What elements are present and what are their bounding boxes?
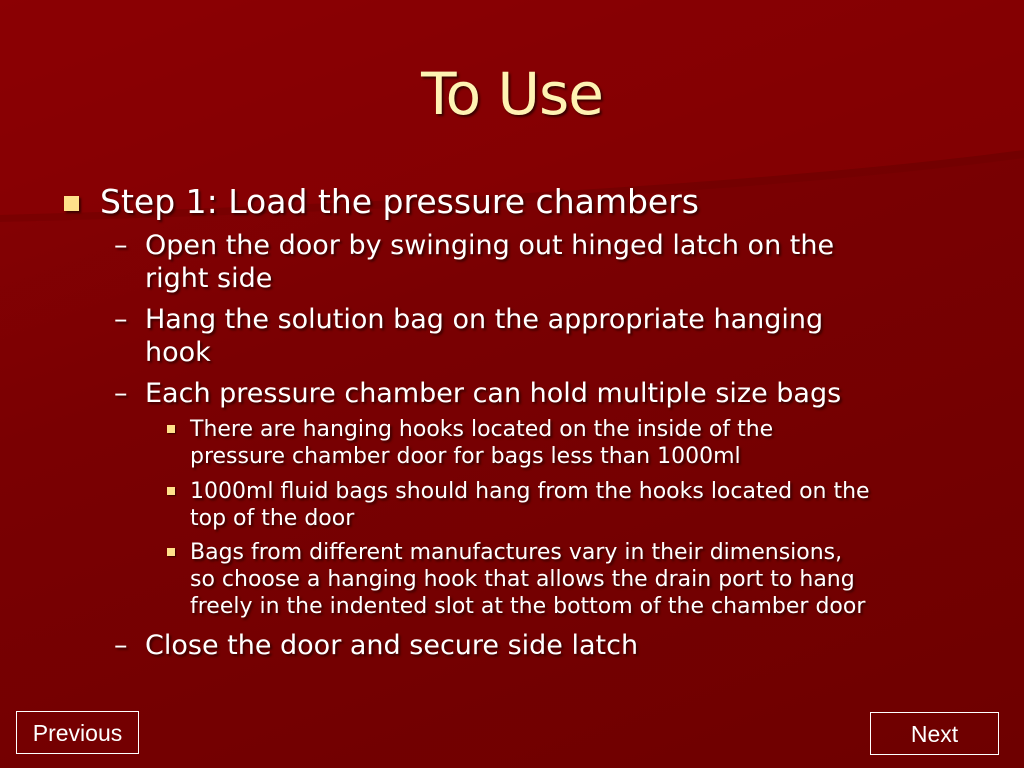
dash-icon: – [114,304,128,335]
sub2-line2: hook [145,337,211,368]
sub2-line1: Hang the solution bag on the appropriate hanging [145,304,824,335]
next-button[interactable]: Next [870,712,999,755]
small-bullet-icon [167,425,175,433]
note2-line2: top of the door [190,506,355,531]
small-bullet-icon [167,487,175,495]
slide-title: To Use [421,60,603,128]
sub1-line1: Open the door by swinging out hinged latch on the [145,230,835,261]
previous-button[interactable]: Previous [16,711,139,754]
dash-icon: – [114,378,128,409]
step1-text: Step 1: Load the pressure chambers [100,182,699,221]
small-bullet-icon [167,548,175,556]
note1-line2: pressure chamber door for bags less than 1000ml [190,444,741,469]
note3-line3: freely in the indented slot at the bottom of the chamber door [190,594,866,619]
dash-icon: – [114,630,128,661]
sub1-line2: right side [145,263,273,294]
sub3-text: Each pressure chamber can hold multiple size bags [145,378,842,409]
note2-line1: 1000ml fluid bags should hang from the hooks located on the [190,479,870,504]
note3-line1: Bags from different manufactures vary in their dimensions, [190,540,843,565]
bullet-square-icon [64,196,79,211]
dash-icon: – [114,230,128,261]
sub4-text: Close the door and secure side latch [145,630,639,661]
note1-line1: There are hanging hooks located on the inside of the [190,417,774,442]
note3-line2: so choose a hanging hook that allows the drain port to hang [190,567,855,592]
